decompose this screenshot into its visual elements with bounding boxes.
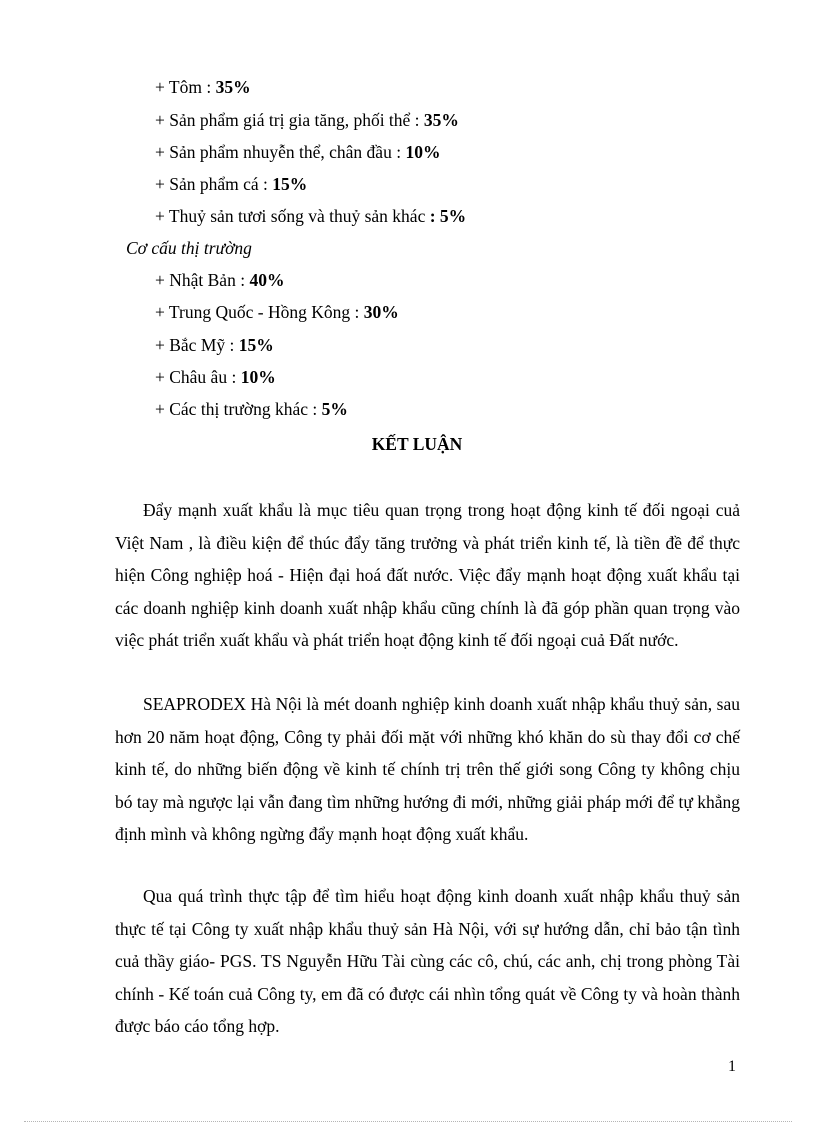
market-value: 40% [249,270,285,290]
product-value: 15% [272,174,308,194]
market-item [155,366,276,388]
market-item [155,269,284,291]
product-value: 35% [215,77,251,97]
market-value: 5% [321,399,348,419]
market-label: + Các thị trường khác : [155,399,322,419]
conclusion-paragraph: Đẩy mạnh xuất khẩu là mục tiêu quan trọng trong hoạt động kinh tế đối ngoại cuả Việt Nam , là điều kiện để thúc đẩy tăng trưởng và phát triển kinh tế, là tiền đề để thực hiện Công nghiệp hoá - Hiện đại hoá đất nước. Việc đẩy mạnh hoạt động xuất khẩu tại các doanh nghiệp kinh doanh xuất nhập khẩu cũng chính là đã góp phần quan trọng vào việc phát triển xuất khẩu và phát triển hoạt động kinh tế đối ngoại cuả Đất nước. [115,500,740,651]
product-item [155,76,251,98]
market-value: 15% [238,335,274,355]
product-label: + Thuỷ sản tươi sống và thuỷ sản khác [155,206,426,226]
product-value: 10% [405,142,441,162]
product-value: : 5% [425,206,467,226]
market-value: 10% [240,367,276,387]
product-label: + Sản phẩm nhuyễn thể, chân đầu : [155,142,406,162]
conclusion-heading: KẾT LUẬN [371,434,463,454]
product-label: + Sản phẩm giá trị gia tăng, phối thể : [155,110,424,130]
market-label: + Châu âu : [155,367,241,387]
product-item [155,173,307,195]
market-item [155,334,274,356]
product-item [155,205,466,227]
page-bottom-divider [24,1121,792,1122]
market-label: + Nhật Bản : [155,270,250,290]
product-item [155,141,440,163]
market-label: + Bắc Mỹ : [155,335,239,355]
product-value: 35% [423,110,459,130]
market-label: + Trung Quốc - Hồng Kông : [155,302,364,322]
product-label: + Sản phẩm cá : [155,174,273,194]
page-number: 1 [728,1058,736,1075]
product-label: + Tôm : [155,77,216,97]
market-item [155,398,348,420]
market-item [155,301,399,323]
market-value: 30% [363,302,399,322]
conclusion-paragraph: Qua quá trình thực tập để tìm hiểu hoạt động kinh doanh xuất nhập khẩu thuỷ sản thực tế tại Công ty xuất nhập khẩu thuỷ sản Hà Nội, với sự hướng dẫn, chỉ bảo tận tình cuả thầy giáo- PGS. TS Nguyễn Hữu Tài cùng các cô, chú, các anh, chị trong phòng Tài chính - Kế toán cuả Công ty, em đã có được cái nhìn tổng quát về Công ty và hoàn thành được báo cáo tổng hợp. [115,886,740,1037]
market-structure-heading: Cơ cấu thị trường [126,238,252,258]
conclusion-paragraph: SEAPRODEX Hà Nội là mét doanh nghiệp kinh doanh xuất nhập khẩu thuỷ sản, sau hơn 20 năm hoạt động, Công ty phải đối mặt với những khó khăn do sù thay đổi cơ chế kinh tế, do những biến động về kinh tế chính trị trên thế giới song Công ty không chịu bó tay mà ngược lại vẫn đang tìm những hướng đi mới, những giải pháp mới để tự khẳng định mình và không ngừng đẩy mạnh hoạt động xuất khẩu. [115,694,740,845]
product-item [155,109,459,131]
